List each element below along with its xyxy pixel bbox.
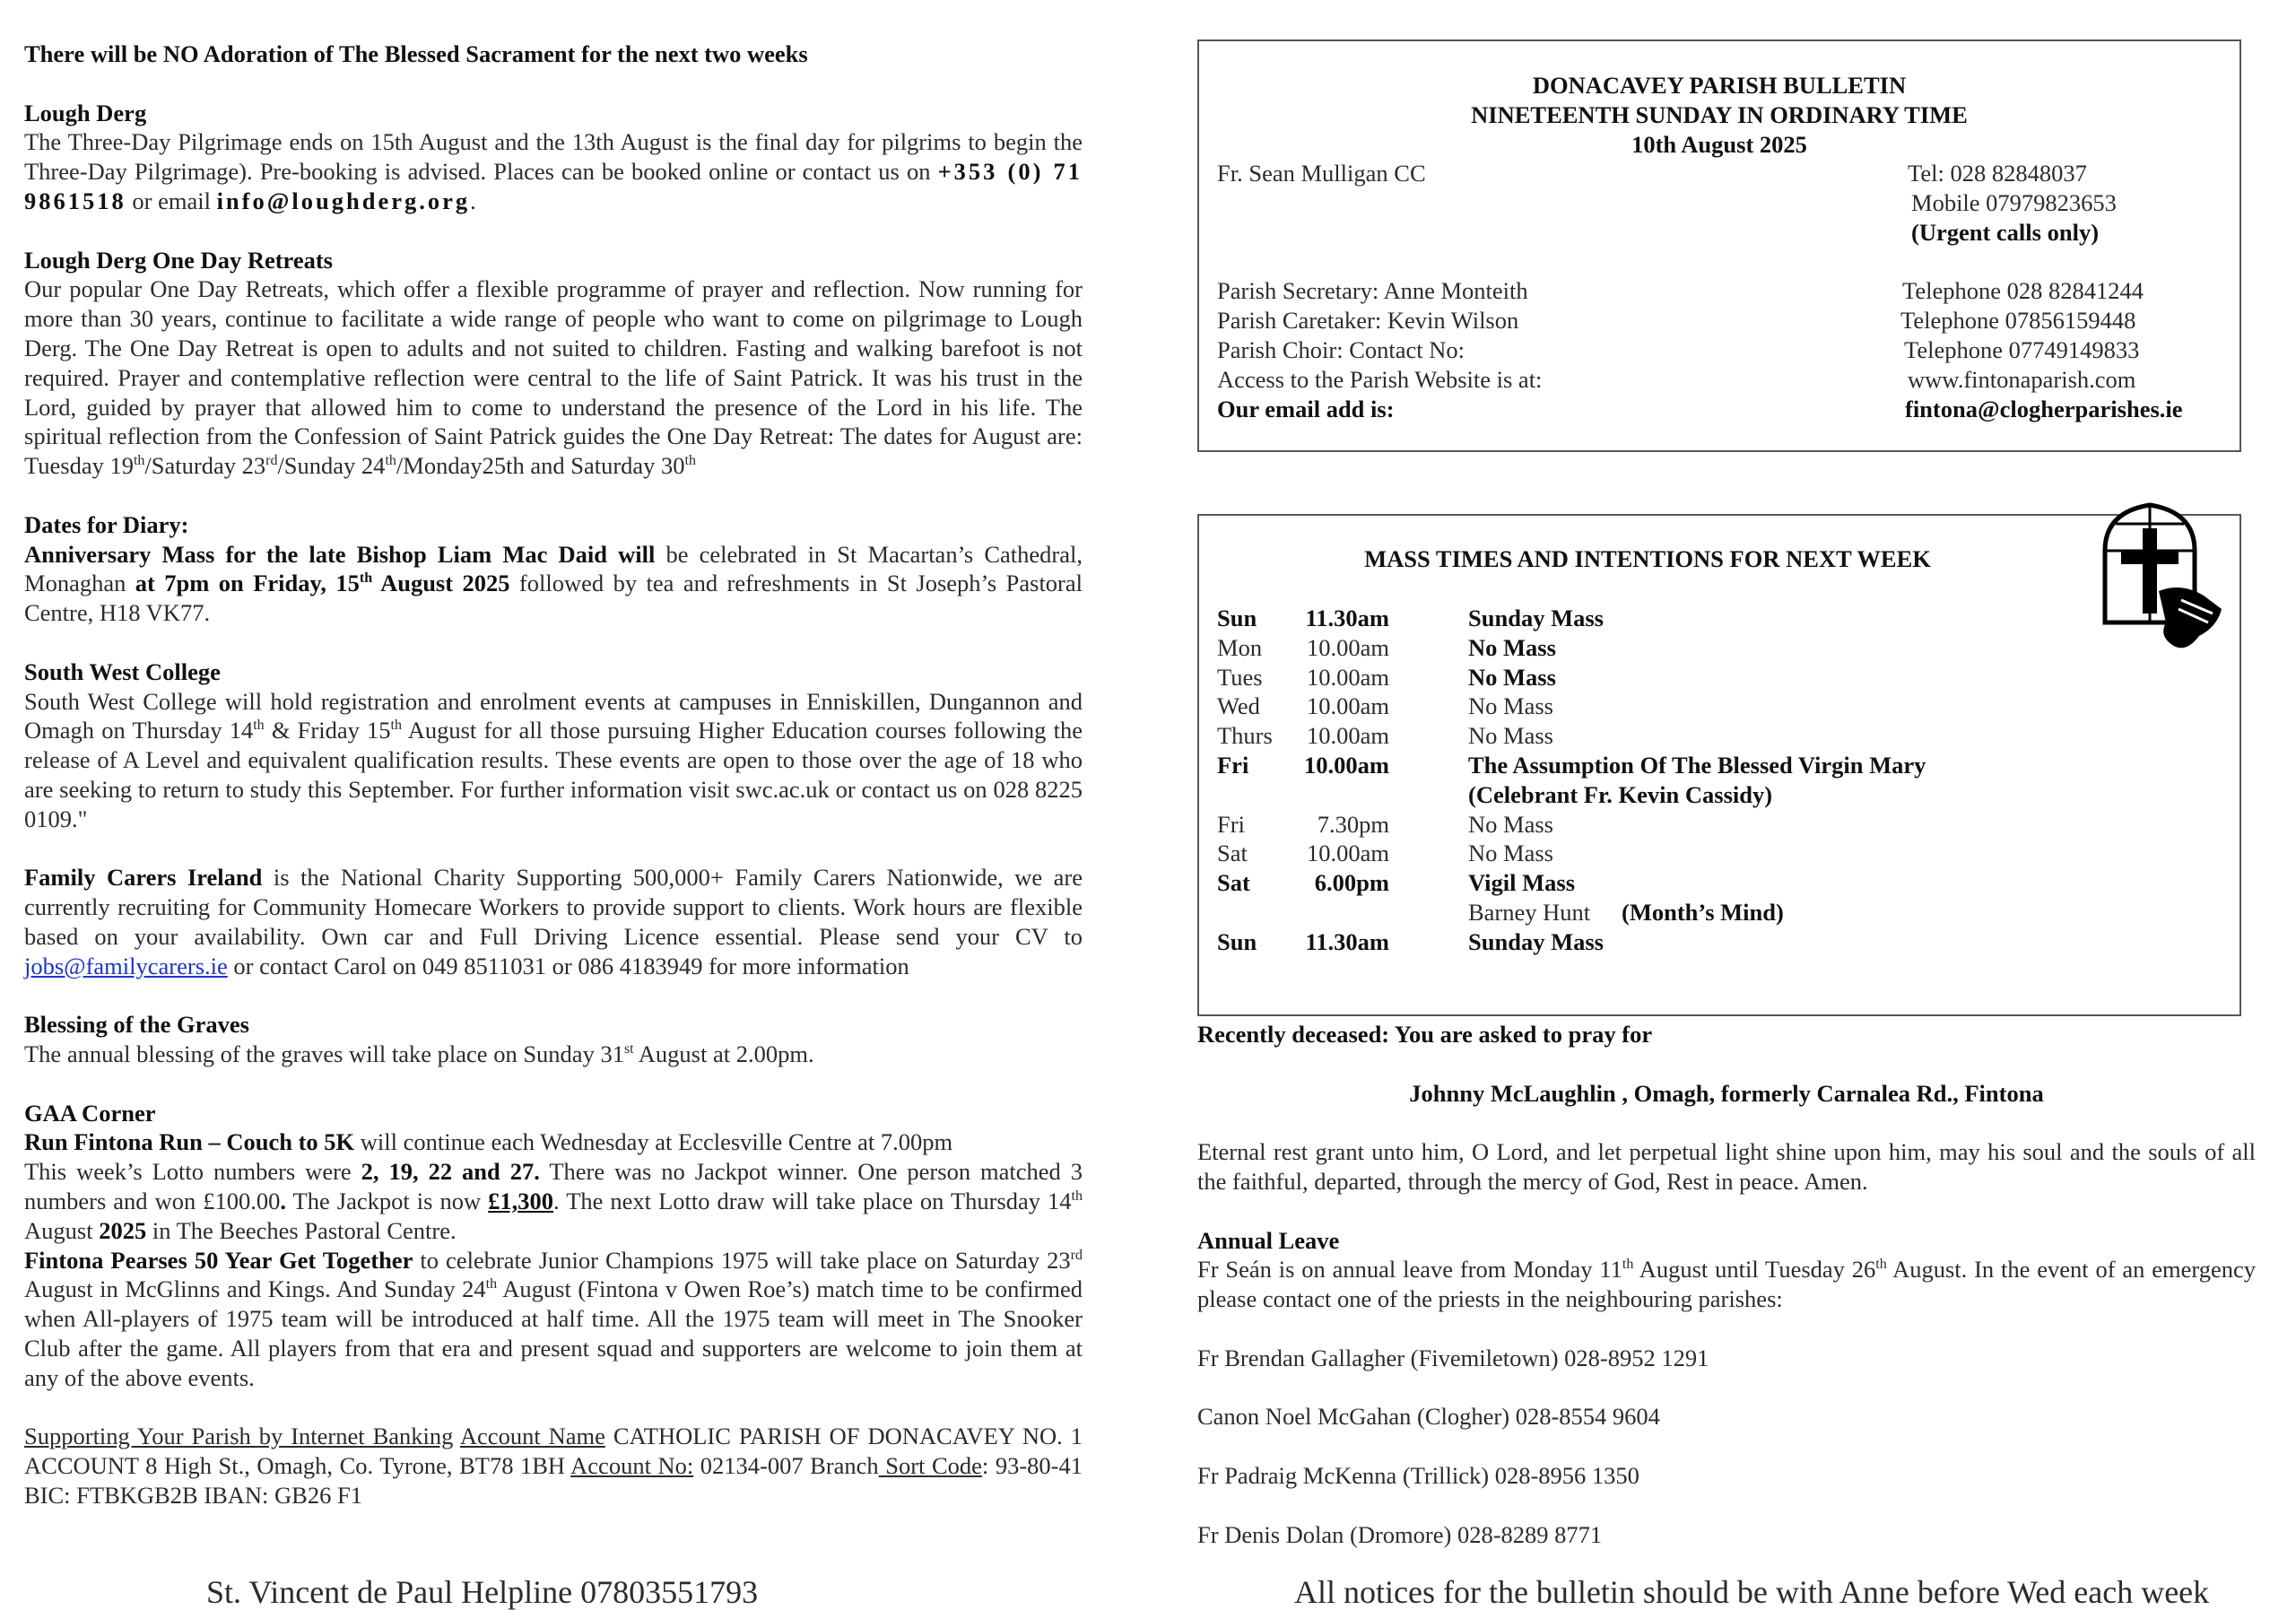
- annual-leave-text: [1197, 1255, 2256, 1314]
- gaa-jackpot: £1,300: [488, 1188, 554, 1215]
- gaa-lotto-text: There was no Jackpot winner. One person matched 3 numbers and won £100.00: [24, 1158, 1083, 1215]
- carers-text: [24, 863, 1083, 980]
- bulletin-title: DONACAVEY PARISH BULLETIN: [1532, 72, 1907, 99]
- parish-choir: Parish Choir: Contact No:: [1217, 336, 1465, 363]
- sup: th: [133, 453, 145, 469]
- mass-row: [1217, 751, 2204, 780]
- mass-times-box: [1197, 514, 2241, 1016]
- gaa-lotto-year: 2025: [99, 1216, 147, 1244]
- mass-description: Barney Hunt: [1468, 899, 1591, 926]
- parish-email[interactable]: fintona@clogherparishes.ie: [1905, 396, 2183, 422]
- graves-text-2: August at 2.00pm.: [633, 1040, 814, 1068]
- diary-text-2: followed by tea and refreshments in St Joseph’s Pastoral Centre, H18 VK77.: [24, 570, 1083, 627]
- gaa-pearses-text: to celebrate Junior Champions 1975 will take place on Saturday 23: [413, 1246, 1071, 1274]
- priest-mobile: Mobile 07979823653: [1911, 189, 2117, 216]
- diary-bold: at 7pm on Friday, 15: [135, 570, 360, 597]
- one-day-section: [24, 246, 1083, 481]
- mass-time: 10.00am: [1307, 633, 1389, 661]
- mass-time: 10.00am: [1307, 692, 1389, 720]
- mass-description-extra: (Month’s Mind): [1622, 899, 1784, 926]
- mass-description: Sunday Mass: [1468, 605, 1604, 631]
- mass-time: 10.00am: [1307, 663, 1389, 691]
- mass-day: Sun: [1217, 605, 1257, 631]
- carers-section: [24, 863, 1083, 980]
- sup: th: [359, 570, 373, 587]
- lough-derg-phone: +353 (0) 71 9861518: [24, 158, 1083, 214]
- one-day-text: [24, 274, 1083, 481]
- choir-tel: Telephone 07749149833: [1904, 336, 2140, 363]
- swc-text-2: & Friday 15: [264, 717, 391, 744]
- svdp-helpline-footer: St. Vincent de Paul Helpline 07803551793: [206, 1574, 759, 1610]
- gaa-lotto-text: August: [24, 1216, 100, 1244]
- mass-description: No Mass: [1468, 722, 1553, 750]
- annual-leave-heading: Annual Leave: [1197, 1226, 1340, 1254]
- one-day-date: /Saturday 23: [144, 452, 266, 480]
- priest-contact: Fr Padraig McKenna (Trillick) 028-8956 1350: [1197, 1461, 1639, 1489]
- sup: th: [390, 718, 402, 734]
- banking-account-no-label: Account No:: [570, 1452, 694, 1480]
- banking-text-2: 02134-007 Branch: [693, 1452, 879, 1480]
- mass-row: [1217, 839, 2204, 868]
- sup: th: [1071, 1188, 1083, 1205]
- prayer-text: Eternal rest grant unto him, O Lord, and let perpetual light shine upon him, may his soul and the souls of all the faithful, departed, through the mercy of God, Rest in peace. Amen.: [1197, 1138, 2256, 1195]
- graves-text: [24, 1040, 1083, 1069]
- one-day-heading: Lough Derg One Day Retreats: [24, 246, 333, 274]
- adoration-notice: There will be NO Adoration of The Blessed Sacrament for the next two weeks: [24, 40, 808, 67]
- mass-row: [1217, 721, 2204, 751]
- priest-contact: Fr Brendan Gallagher (Fivemiletown) 028-8952 1291: [1197, 1344, 1709, 1371]
- lough-derg-text-3: .: [470, 187, 476, 214]
- gaa-run-text: will continue each Wednesday at Ecclesville Centre at 7.00pm: [354, 1128, 953, 1156]
- mass-day: Sat: [1217, 869, 1250, 897]
- mass-time: 10.00am: [1307, 840, 1389, 867]
- notices-footer: All notices for the bulletin should be with Anne before Wed each week: [1294, 1574, 2210, 1610]
- leave-text-2: August until Tuesday 26: [1633, 1256, 1876, 1284]
- gaa-run-bold: Run Fintona Run – Couch to 5K: [24, 1128, 355, 1156]
- gaa-lotto-text: . The next Lotto draw will take place on Thursday 14: [553, 1188, 1072, 1215]
- banking-heading: Supporting Your Parish by Internet Banking: [24, 1423, 454, 1450]
- leave-text-1: Fr Seán is on annual leave from Monday 11: [1197, 1256, 1622, 1284]
- mass-day: Mon: [1217, 633, 1263, 661]
- mass-row: [1217, 868, 2204, 898]
- gaa-section: [24, 1099, 1083, 1393]
- mass-time: 7.30pm: [1317, 810, 1389, 838]
- sup: th: [485, 1276, 498, 1292]
- banking-sort-code-label: Sort Code: [878, 1452, 982, 1480]
- mass-row: [1217, 604, 2204, 633]
- gaa-pearses-bold: Fintona Pearses 50 Year Get Together: [24, 1246, 413, 1274]
- sup: th: [1875, 1257, 1887, 1273]
- mass-time: 11.30am: [1305, 605, 1389, 631]
- mass-description: Sunday Mass: [1468, 927, 1604, 955]
- deceased-heading: Recently deceased: You are asked to pray for: [1197, 1021, 1653, 1048]
- mass-time: 10.00am: [1307, 722, 1389, 750]
- priest-contact: Fr Denis Dolan (Dromore) 028-8289 8771: [1197, 1520, 1603, 1548]
- mass-row: [1217, 898, 2204, 927]
- swc-text-3: August for all those pursuing Higher Education courses following the release of A Level and equivalent qualification results. These events are open to those over the age of 18 who are seeking to return to study this September. For further information visit swc.ac.uk or contact us on 028 8225 0109.": [24, 717, 1083, 832]
- website-url[interactable]: www.fintonaparish.com: [1908, 366, 2136, 393]
- mass-day: Sun: [1217, 927, 1257, 955]
- parish-secretary: Parish Secretary: Anne Monteith: [1217, 277, 1528, 304]
- banking-text: [24, 1422, 1083, 1510]
- gaa-lotto-text: The Jackpot is now: [286, 1188, 489, 1215]
- lough-derg-text-1: The Three-Day Pilgrimage ends on 15th August and the 13th August is the final day for pilgrims to begin the Three-Day Pilgrimage). Pre-booking is advised. Places can be booked online or contact us on: [24, 128, 1083, 186]
- graves-section: [24, 1010, 1083, 1069]
- mass-description: Vigil Mass: [1468, 869, 1576, 897]
- bulletin-subtitle: NINETEENTH SUNDAY IN ORDINARY TIME: [1471, 101, 1968, 128]
- gaa-lotto-text: This week’s Lotto numbers were: [24, 1158, 361, 1186]
- mass-day: Fri: [1217, 810, 1245, 838]
- mass-row: [1217, 927, 2204, 957]
- website-label: Access to the Parish Website is at:: [1217, 366, 1543, 393]
- sup: th: [1622, 1257, 1634, 1273]
- mass-row: [1217, 780, 2204, 810]
- diary-section: [24, 510, 1083, 628]
- swc-text-1: South West College will hold registration and enrolment events at campuses in Enniskillen, Dungannon and Omagh on Thursday 14: [24, 687, 1083, 744]
- gaa-pearses-text: August (Fintona v Owen Roe’s) match time to be confirmed when All-players of 1975 team will be introduced at half time. All the 1975 team will meet in The Snooker Club after the game. All players from that era and present squad and supporters are welcome to join them at any of the above events.: [24, 1275, 1083, 1391]
- gaa-pearses-text: August in McGlinns and Kings. And Sunday 24: [24, 1275, 486, 1303]
- diary-heading: Dates for Diary:: [24, 510, 189, 538]
- mass-description: No Mass: [1468, 663, 1556, 691]
- mass-day: Sat: [1217, 840, 1248, 867]
- lough-derg-text-2: or email: [126, 187, 217, 214]
- leave-text-3: August. In the event of an emergency please contact one of the priests in the neighbouring parishes:: [1197, 1256, 2256, 1313]
- deceased-name: Johnny McLaughlin , Omagh, formerly Carnalea Rd., Fintona: [1409, 1079, 2044, 1107]
- bulletin-header-box: [1197, 39, 2241, 452]
- right-lower-column: [1197, 1020, 2256, 1549]
- banking-section: [24, 1422, 1083, 1510]
- gaa-lotto-dot: .: [280, 1188, 286, 1215]
- carers-text-1: is the National Charity Supporting 500,000+ Family Carers Nationwide, we are currently recruiting for Community Homecare Workers to provide support to clients. Work hours are flexible based on your availability. Own car and Full Driving Licence essential. Please send your CV to: [24, 864, 1083, 950]
- diary-text-1: be celebrated in St Macartan’s Cathedral, Monaghan: [24, 540, 1083, 597]
- priest-contact: Canon Noel McGahan (Clogher) 028-8554 9604: [1197, 1403, 1660, 1431]
- gaa-lotto-text: in The Beeches Pastoral Centre.: [146, 1216, 457, 1244]
- urgent-calls: (Urgent calls only): [1911, 219, 2100, 246]
- mass-row: [1217, 633, 2204, 663]
- carers-email-link[interactable]: jobs@familycarers.ie: [24, 952, 228, 979]
- mass-description: No Mass: [1468, 810, 1553, 838]
- mass-day: Tues: [1217, 663, 1263, 691]
- mass-day: Thurs: [1217, 722, 1273, 750]
- sup: th: [684, 453, 696, 469]
- mass-time: 10.00am: [1304, 752, 1389, 779]
- diary-bold: Anniversary Mass for the late Bishop Liam Mac Daid will: [24, 540, 656, 568]
- bulletin-date: 10th August 2025: [1631, 131, 1807, 158]
- left-column: [24, 39, 1083, 1510]
- mass-time: 6.00pm: [1314, 869, 1389, 897]
- lough-derg-text: [24, 127, 1083, 215]
- mass-day: Fri: [1217, 752, 1249, 779]
- mass-row: [1217, 692, 2204, 721]
- sup: rd: [265, 453, 278, 469]
- one-day-date: /Sunday 24: [277, 452, 386, 480]
- banking-text-3: : 93-80-41 BIC: FTBKGB2B IBAN: GB26 F1: [24, 1452, 1083, 1510]
- swc-section: [24, 657, 1083, 834]
- lough-derg-section: [24, 99, 1083, 216]
- caretaker-tel: Telephone 07856159448: [1900, 307, 2136, 334]
- mass-description: No Mass: [1468, 633, 1556, 661]
- gaa-lotto: [24, 1157, 1083, 1245]
- parish-caretaker: Parish Caretaker: Kevin Wilson: [1217, 307, 1519, 334]
- banking-space: [453, 1423, 460, 1449]
- sup: th: [253, 718, 265, 734]
- mass-description: No Mass: [1468, 692, 1553, 720]
- mass-row: [1217, 810, 2204, 840]
- mass-day: Wed: [1217, 692, 1260, 720]
- mass-row: [1217, 663, 2204, 692]
- mass-time: 11.30am: [1305, 927, 1389, 955]
- secretary-tel: Telephone 028 82841244: [1902, 277, 2144, 304]
- priest-name: Fr. Sean Mulligan CC: [1217, 160, 1426, 187]
- carers-bold: Family Carers Ireland: [24, 864, 263, 892]
- gaa-run: [24, 1127, 1083, 1157]
- banking-text-1: CATHOLIC PARISH OF DONACAVEY NO. 1 ACCOUNT 8 High St., Omagh, Co. Tyrone, BT78 1BH: [24, 1423, 1083, 1480]
- mass-description: No Mass: [1468, 840, 1553, 867]
- lough-derg-email: info@loughderg.org: [216, 187, 471, 214]
- one-day-date: /Monday25th and Saturday 30: [396, 452, 685, 480]
- swc-heading: South West College: [24, 657, 221, 685]
- graves-text-1: The annual blessing of the graves will take place on Sunday 31: [24, 1040, 624, 1068]
- sup: th: [385, 453, 396, 469]
- sup: rd: [1070, 1247, 1083, 1263]
- mass-description: (Celebrant Fr. Kevin Cassidy): [1468, 780, 1773, 808]
- mass-description: The Assumption Of The Blessed Virgin Mary: [1468, 752, 1926, 779]
- carers-text-2: or contact Carol on 049 8511031 or 086 4183949 for more information: [227, 952, 909, 979]
- diary-bold: August 2025: [372, 570, 510, 597]
- swc-text: [24, 687, 1083, 834]
- priest-tel: Tel: 028 82848037: [1908, 160, 2087, 187]
- sup: st: [623, 1041, 634, 1057]
- mass-times-heading: MASS TIMES AND INTENTIONS FOR NEXT WEEK: [1364, 545, 1931, 572]
- email-label: Our email add is:: [1217, 396, 1395, 422]
- graves-heading: Blessing of the Graves: [24, 1011, 249, 1039]
- diary-text: [24, 540, 1083, 628]
- gaa-pearses: [24, 1246, 1083, 1393]
- gaa-lotto-numbers: 2, 19, 22 and 27.: [361, 1158, 540, 1186]
- lough-derg-heading: Lough Derg: [24, 99, 147, 126]
- gaa-heading: GAA Corner: [24, 1099, 156, 1127]
- banking-account-name-label: Account Name: [459, 1423, 605, 1450]
- one-day-body: Our popular One Day Retreats, which offer a flexible programme of prayer and reflection. Now running for more than 30 years, continue to facilitate a wide range of people who want to come on pilgrimage to Lough Derg. The One Day Retreat is open to adults and not suited to children. Fasting and walking barefoot is not required. Prayer and contemplative reflection were central to the life of Saint Patrick. It was his trust in the Lord, guided by prayer that allowed him to come to understand the presence of the Lord in his life. The spiritual reflection from the Confession of Saint Patrick guides the One Day Retreat: The dates for August are: Tuesday 19: [24, 275, 1083, 480]
